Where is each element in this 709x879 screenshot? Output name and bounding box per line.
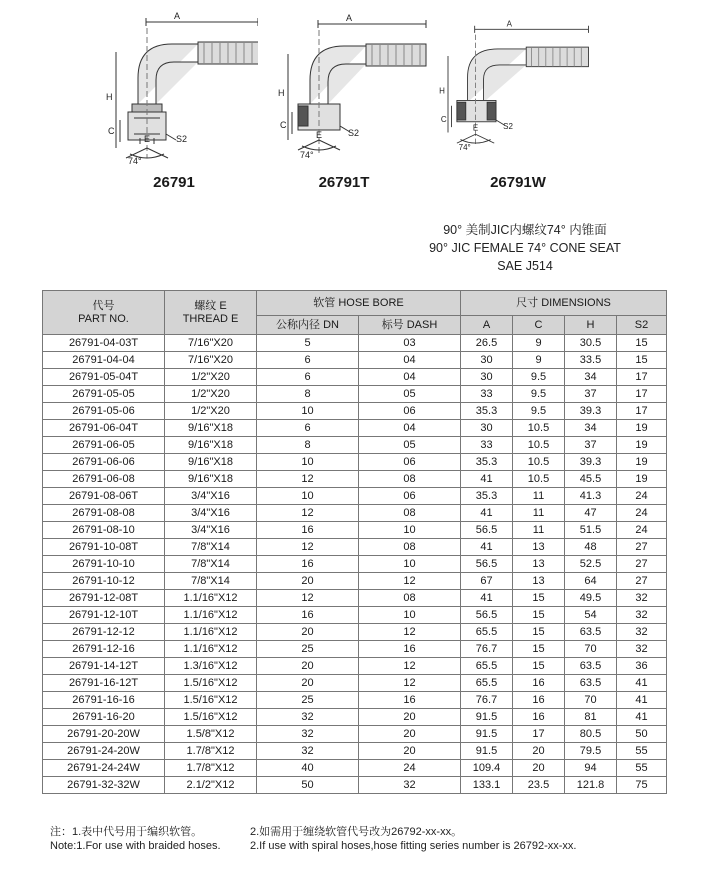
cell-dn: 20 — [257, 675, 359, 692]
cell-dash: 06 — [359, 488, 461, 505]
cell-dn: 8 — [257, 437, 359, 454]
spec-line-standard: SAE J514 — [497, 259, 553, 273]
note-en-1: Note:1.For use with braided hoses. — [50, 840, 221, 852]
table-row — [43, 335, 667, 352]
cell-dn: 6 — [257, 420, 359, 437]
cell-part-no: 26791-04-03T — [43, 335, 165, 352]
table-row — [43, 522, 667, 539]
dim-e-label: E — [144, 134, 151, 144]
cell-thread: 1.5/16"X12 — [165, 675, 257, 692]
cell-dn: 20 — [257, 624, 359, 641]
cell-dim-s2: 17 — [617, 403, 667, 420]
header-thread-cn: 螺纹 E — [194, 299, 227, 312]
cell-dim-h: 64 — [565, 573, 617, 590]
cell-dim-a: 65.5 — [461, 624, 513, 641]
table-row — [43, 471, 667, 488]
cell-thread: 1.7/8"X12 — [165, 743, 257, 760]
cell-part-no: 26791-32-32W — [43, 777, 165, 794]
cell-dim-s2: 17 — [617, 369, 667, 386]
cell-dash: 04 — [359, 420, 461, 437]
cell-dim-c: 9.5 — [513, 403, 565, 420]
dim-h-label: H — [278, 88, 285, 98]
cell-part-no: 26791-06-04T — [43, 420, 165, 437]
cell-dash: 10 — [359, 522, 461, 539]
cell-thread: 1.1/16"X12 — [165, 641, 257, 658]
cell-dim-s2: 32 — [617, 590, 667, 607]
cell-dn: 32 — [257, 743, 359, 760]
cell-dn: 25 — [257, 641, 359, 658]
cell-thread: 1.5/16"X12 — [165, 709, 257, 726]
cell-thread: 1.1/16"X12 — [165, 607, 257, 624]
table-row — [43, 556, 667, 573]
table-row — [43, 726, 667, 743]
cell-dash: 05 — [359, 386, 461, 403]
cell-dim-h: 54 — [565, 607, 617, 624]
cell-dim-s2: 75 — [617, 777, 667, 794]
table-row — [43, 386, 667, 403]
cell-dash: 32 — [359, 777, 461, 794]
cell-dash: 10 — [359, 607, 461, 624]
cell-dim-c: 15 — [513, 658, 565, 675]
header-hose-bore: 软管 HOSE BORE — [257, 291, 461, 316]
technical-drawings — [0, 0, 709, 200]
cell-dash: 20 — [359, 726, 461, 743]
cell-dim-s2: 27 — [617, 539, 667, 556]
dim-a-label: A — [346, 13, 353, 23]
dim-angle-label: 74° — [128, 156, 142, 166]
cell-dash: 04 — [359, 352, 461, 369]
dim-e-label: E — [316, 130, 323, 140]
cell-dim-c: 13 — [513, 539, 565, 556]
note-en-2: 2.If use with spiral hoses,hose fitting series number is 26792-xx-xx. — [250, 840, 577, 852]
cell-dim-h: 79.5 — [565, 743, 617, 760]
cell-dim-c: 11 — [513, 522, 565, 539]
cell-part-no: 26791-10-12 — [43, 573, 165, 590]
dim-s2-label: S2 — [176, 134, 188, 144]
cell-dn: 16 — [257, 522, 359, 539]
cell-dim-c: 20 — [513, 760, 565, 777]
cell-part-no: 26791-16-16 — [43, 692, 165, 709]
cell-dn: 32 — [257, 726, 359, 743]
table-row — [43, 641, 667, 658]
table-row — [43, 760, 667, 777]
table-row — [43, 352, 667, 369]
cell-dash: 05 — [359, 437, 461, 454]
cell-part-no: 26791-05-05 — [43, 386, 165, 403]
table-row — [43, 573, 667, 590]
dim-h-label: H — [439, 86, 445, 96]
cell-dn: 12 — [257, 471, 359, 488]
table-row — [43, 369, 667, 386]
cell-part-no: 26791-14-12T — [43, 658, 165, 675]
fitting-drawing-26791t — [270, 8, 430, 168]
cell-dim-a: 41 — [461, 505, 513, 522]
cell-dim-a: 41 — [461, 471, 513, 488]
cell-dim-c: 20 — [513, 743, 565, 760]
header-c: C — [513, 316, 565, 335]
cell-dim-s2: 32 — [617, 607, 667, 624]
header-part-no — [43, 291, 165, 335]
cell-dn: 32 — [257, 709, 359, 726]
cell-dim-s2: 50 — [617, 726, 667, 743]
cell-dn: 16 — [257, 607, 359, 624]
cell-dim-a: 30 — [461, 352, 513, 369]
note-cn-2: 2.如需用于缠绕软管代号改为26792-xx-xx。 — [250, 826, 463, 838]
cell-dim-c: 15 — [513, 624, 565, 641]
cell-dim-c: 13 — [513, 573, 565, 590]
dim-angle-label: 74° — [458, 143, 471, 153]
table-row — [43, 743, 667, 760]
cell-dim-c: 16 — [513, 692, 565, 709]
cell-part-no: 26791-06-05 — [43, 437, 165, 454]
dim-a-label: A — [506, 19, 513, 29]
cell-dim-h: 94 — [565, 760, 617, 777]
header-a: A — [461, 316, 513, 335]
notes — [50, 825, 576, 853]
cell-dim-s2: 19 — [617, 420, 667, 437]
cell-thread: 1.7/8"X12 — [165, 760, 257, 777]
cell-dim-s2: 32 — [617, 624, 667, 641]
cell-dim-c: 11 — [513, 488, 565, 505]
cell-dim-c: 10.5 — [513, 454, 565, 471]
cell-part-no: 26791-16-20 — [43, 709, 165, 726]
spec-line-en: 90° JIC FEMALE 74° CONE SEAT — [429, 241, 621, 255]
cell-dim-s2: 41 — [617, 709, 667, 726]
cell-dim-s2: 24 — [617, 522, 667, 539]
cell-dn: 20 — [257, 658, 359, 675]
cell-dim-h: 45.5 — [565, 471, 617, 488]
cell-thread: 7/8"X14 — [165, 539, 257, 556]
cell-dim-a: 41 — [461, 539, 513, 556]
cell-dim-a: 91.5 — [461, 743, 513, 760]
cell-dim-h: 70 — [565, 641, 617, 658]
cell-thread: 1/2"X20 — [165, 386, 257, 403]
table-row — [43, 488, 667, 505]
cell-dim-a: 26.5 — [461, 335, 513, 352]
cell-dim-s2: 41 — [617, 675, 667, 692]
specification-block — [400, 221, 650, 275]
cell-dim-c: 9 — [513, 352, 565, 369]
cell-thread: 7/16"X20 — [165, 335, 257, 352]
cell-dim-c: 16 — [513, 675, 565, 692]
dim-angle-label: 74° — [300, 150, 314, 160]
cell-dim-s2: 15 — [617, 352, 667, 369]
cell-dim-h: 47 — [565, 505, 617, 522]
cell-dim-s2: 24 — [617, 505, 667, 522]
cell-dim-h: 30.5 — [565, 335, 617, 352]
table-row — [43, 607, 667, 624]
cell-part-no: 26791-06-08 — [43, 471, 165, 488]
cell-part-no: 26791-08-08 — [43, 505, 165, 522]
table-row — [43, 539, 667, 556]
dim-s2-label: S2 — [503, 121, 513, 131]
table-row — [43, 658, 667, 675]
dim-a-label: A — [174, 11, 181, 21]
cell-dim-c: 15 — [513, 607, 565, 624]
cell-dim-s2: 36 — [617, 658, 667, 675]
cell-part-no: 26791-24-24W — [43, 760, 165, 777]
cell-thread: 1/2"X20 — [165, 369, 257, 386]
cell-dim-a: 35.3 — [461, 454, 513, 471]
cell-dash: 12 — [359, 573, 461, 590]
cell-dim-h: 37 — [565, 386, 617, 403]
cell-dim-c: 10.5 — [513, 437, 565, 454]
cell-part-no: 26791-04-04 — [43, 352, 165, 369]
cell-dn: 12 — [257, 505, 359, 522]
cell-part-no: 26791-12-08T — [43, 590, 165, 607]
cell-dim-h: 34 — [565, 369, 617, 386]
cell-dim-a: 35.3 — [461, 488, 513, 505]
cell-dim-c: 10.5 — [513, 420, 565, 437]
dim-c-label: C — [108, 126, 115, 136]
cell-dash: 16 — [359, 692, 461, 709]
cell-dim-c: 15 — [513, 590, 565, 607]
cell-dn: 6 — [257, 352, 359, 369]
model-label-26791: 26791 — [153, 174, 195, 191]
table-row — [43, 692, 667, 709]
cell-thread: 3/4"X16 — [165, 522, 257, 539]
cell-dn: 20 — [257, 573, 359, 590]
cell-dim-a: 35.3 — [461, 403, 513, 420]
table-row — [43, 505, 667, 522]
cell-thread: 1.1/16"X12 — [165, 624, 257, 641]
dim-s2-label: S2 — [348, 128, 360, 138]
model-label-26791t: 26791T — [318, 174, 370, 191]
cell-dim-a: 41 — [461, 590, 513, 607]
cell-dim-h: 49.5 — [565, 590, 617, 607]
cell-dim-s2: 17 — [617, 386, 667, 403]
table-body — [43, 335, 667, 794]
cell-dim-s2: 15 — [617, 335, 667, 352]
cell-dim-a: 33 — [461, 437, 513, 454]
table-row — [43, 454, 667, 471]
model-label-26791w: 26791W — [490, 174, 546, 191]
cell-dim-s2: 55 — [617, 760, 667, 777]
cell-part-no: 26791-06-06 — [43, 454, 165, 471]
cell-dash: 10 — [359, 556, 461, 573]
dimensions-table — [42, 290, 667, 794]
cell-dim-h: 48 — [565, 539, 617, 556]
cell-dash: 06 — [359, 403, 461, 420]
table-row — [43, 403, 667, 420]
cell-dash: 08 — [359, 471, 461, 488]
cell-dim-s2: 19 — [617, 471, 667, 488]
header-part-en: PART NO. — [78, 312, 129, 325]
dim-c-label: C — [280, 120, 287, 130]
cell-dn: 12 — [257, 539, 359, 556]
cell-dim-s2: 32 — [617, 641, 667, 658]
cell-dim-a: 65.5 — [461, 658, 513, 675]
cell-dash: 08 — [359, 505, 461, 522]
cell-dn: 12 — [257, 590, 359, 607]
cell-thread: 9/16"X18 — [165, 420, 257, 437]
cell-dim-a: 67 — [461, 573, 513, 590]
table-row — [43, 675, 667, 692]
cell-dim-c: 16 — [513, 709, 565, 726]
cell-dn: 8 — [257, 386, 359, 403]
dim-c-label: C — [440, 114, 447, 124]
note-cn-1: 注：1.表中代号用于编织软管。 — [50, 826, 203, 838]
header-h: H — [565, 316, 617, 335]
cell-dim-a: 56.5 — [461, 556, 513, 573]
cell-dim-h: 70 — [565, 692, 617, 709]
cell-dim-s2: 24 — [617, 488, 667, 505]
cell-dim-h: 63.5 — [565, 675, 617, 692]
cell-dash: 06 — [359, 454, 461, 471]
cell-dim-h: 63.5 — [565, 624, 617, 641]
cell-dim-a: 56.5 — [461, 522, 513, 539]
cell-dim-a: 91.5 — [461, 726, 513, 743]
cell-part-no: 26791-05-04T — [43, 369, 165, 386]
cell-dash: 20 — [359, 743, 461, 760]
cell-dim-c: 23.5 — [513, 777, 565, 794]
cell-dim-c: 9 — [513, 335, 565, 352]
cell-dim-a: 133.1 — [461, 777, 513, 794]
table-row — [43, 437, 667, 454]
cell-dn: 50 — [257, 777, 359, 794]
cell-thread: 1/2"X20 — [165, 403, 257, 420]
cell-dim-a: 76.7 — [461, 641, 513, 658]
cell-dim-h: 80.5 — [565, 726, 617, 743]
cell-part-no: 26791-16-12T — [43, 675, 165, 692]
header-dimensions: 尺寸 DIMENSIONS — [461, 291, 667, 316]
cell-thread: 7/8"X14 — [165, 573, 257, 590]
cell-dim-h: 41.3 — [565, 488, 617, 505]
cell-part-no: 26791-10-10 — [43, 556, 165, 573]
cell-thread: 9/16"X18 — [165, 454, 257, 471]
cell-dim-c: 15 — [513, 641, 565, 658]
cell-thread: 1.5/16"X12 — [165, 692, 257, 709]
cell-part-no: 26791-12-12 — [43, 624, 165, 641]
cell-dash: 16 — [359, 641, 461, 658]
cell-dim-s2: 27 — [617, 556, 667, 573]
header-part-cn: 代号 — [92, 299, 115, 312]
cell-dim-h: 81 — [565, 709, 617, 726]
cell-dash: 08 — [359, 539, 461, 556]
cell-dash: 24 — [359, 760, 461, 777]
cell-part-no: 26791-08-06T — [43, 488, 165, 505]
cell-dim-s2: 27 — [617, 573, 667, 590]
cell-dn: 25 — [257, 692, 359, 709]
cell-dim-h: 121.8 — [565, 777, 617, 794]
cell-part-no: 26791-12-16 — [43, 641, 165, 658]
cell-part-no: 26791-12-10T — [43, 607, 165, 624]
cell-dash: 12 — [359, 658, 461, 675]
cell-dim-h: 51.5 — [565, 522, 617, 539]
cell-dn: 10 — [257, 403, 359, 420]
cell-dim-c: 10.5 — [513, 471, 565, 488]
cell-dn: 40 — [257, 760, 359, 777]
cell-dim-a: 65.5 — [461, 675, 513, 692]
cell-dim-c: 13 — [513, 556, 565, 573]
cell-dash: 12 — [359, 624, 461, 641]
cell-dim-a: 30 — [461, 420, 513, 437]
cell-dim-a: 109.4 — [461, 760, 513, 777]
cell-part-no: 26791-20-20W — [43, 726, 165, 743]
cell-dim-c: 11 — [513, 505, 565, 522]
header-thread-en: THREAD E — [182, 312, 239, 325]
cell-dash: 08 — [359, 590, 461, 607]
cell-thread: 9/16"X18 — [165, 437, 257, 454]
cell-thread: 7/8"X14 — [165, 556, 257, 573]
table-row — [43, 624, 667, 641]
cell-thread: 1.3/16"X12 — [165, 658, 257, 675]
cell-dim-a: 76.7 — [461, 692, 513, 709]
cell-dim-c: 9.5 — [513, 386, 565, 403]
cell-dim-a: 91.5 — [461, 709, 513, 726]
cell-dim-a: 33 — [461, 386, 513, 403]
cell-dim-c: 9.5 — [513, 369, 565, 386]
cell-thread: 7/16"X20 — [165, 352, 257, 369]
cell-dash: 04 — [359, 369, 461, 386]
dim-e-label: E — [472, 123, 479, 133]
cell-part-no: 26791-24-20W — [43, 743, 165, 760]
cell-dn: 10 — [257, 488, 359, 505]
table-row — [43, 420, 667, 437]
cell-part-no: 26791-05-06 — [43, 403, 165, 420]
cell-dim-h: 39.3 — [565, 454, 617, 471]
cell-dash: 20 — [359, 709, 461, 726]
table-row — [43, 709, 667, 726]
cell-part-no: 26791-08-10 — [43, 522, 165, 539]
spec-line-cn: 90° 美制JIC内螺纹74° 内锥面 — [443, 223, 607, 237]
cell-dim-a: 56.5 — [461, 607, 513, 624]
fitting-drawing-26791 — [98, 8, 258, 168]
header-dn: 公称内径 DN — [257, 316, 359, 335]
cell-dim-h: 34 — [565, 420, 617, 437]
fitting-drawing-26791w — [432, 8, 592, 168]
cell-dim-h: 39.3 — [565, 403, 617, 420]
cell-thread: 1.1/16"X12 — [165, 590, 257, 607]
cell-dim-s2: 19 — [617, 437, 667, 454]
table-row — [43, 777, 667, 794]
cell-dim-h: 52.5 — [565, 556, 617, 573]
cell-dn: 10 — [257, 454, 359, 471]
header-thread — [165, 291, 257, 335]
cell-dn: 6 — [257, 369, 359, 386]
cell-dim-s2: 19 — [617, 454, 667, 471]
table-row — [43, 590, 667, 607]
cell-dash: 12 — [359, 675, 461, 692]
cell-dim-s2: 55 — [617, 743, 667, 760]
cell-dim-c: 17 — [513, 726, 565, 743]
cell-thread: 1.5/8"X12 — [165, 726, 257, 743]
cell-thread: 3/4"X16 — [165, 488, 257, 505]
dim-h-label: H — [106, 92, 113, 102]
cell-thread: 3/4"X16 — [165, 505, 257, 522]
cell-thread: 2.1/2"X12 — [165, 777, 257, 794]
cell-thread: 9/16"X18 — [165, 471, 257, 488]
cell-dim-h: 33.5 — [565, 352, 617, 369]
cell-dn: 5 — [257, 335, 359, 352]
cell-dim-h: 37 — [565, 437, 617, 454]
header-dash: 标号 DASH — [359, 316, 461, 335]
cell-dim-h: 63.5 — [565, 658, 617, 675]
cell-dim-s2: 41 — [617, 692, 667, 709]
header-s2: S2 — [617, 316, 667, 335]
cell-dim-a: 30 — [461, 369, 513, 386]
cell-dash: 03 — [359, 335, 461, 352]
cell-part-no: 26791-10-08T — [43, 539, 165, 556]
cell-dn: 16 — [257, 556, 359, 573]
